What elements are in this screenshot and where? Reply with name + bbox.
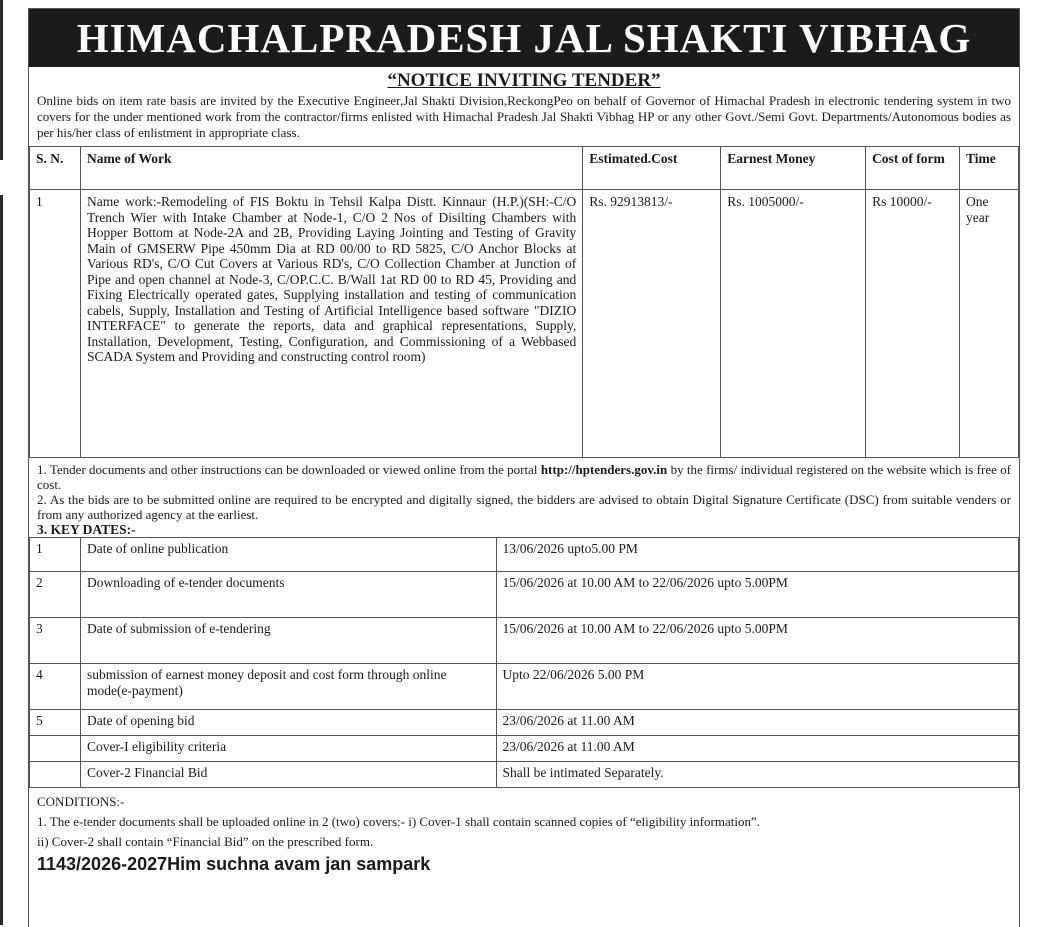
date-sn: 4	[30, 664, 81, 710]
work-description: Name work:-Remodeling of FIS Boktu in Tehsil Kalpa Distt. Kinnaur (H.P.)(SH:-C/O Trench Wier with Intake Chamber at Node-1, C/O 2 Nos of Disilting Chambers with Hopper Bottom at Node-2A and 2B, Providing Laying Jointing and Testing of Gravity Main of GMSERW Pipe 450mm Dia at RD 00/00 to RD 5825, C/O Anchor Blocks at Various RD's, C/O Cut Covers at Various RD's, C/O Collection Chamber at Junction of Pipe and open channel at Node-3, C/OP.C.C. B/Wall 1at RD 00 to RD 45, Providing and Fixing Electrically operated gates, Supplying installation and testing of communication cabels, Supply, Installation and Testing of Artificial Intelligence based software "DIZIO INTERFACE" to generate the reports, data and graphical representations, Supply, Installation, Development, Testing, Configuration, and Commissioning of a Webbased SCADA System and Providing and constructing control room)	[80, 190, 582, 458]
date-event: Downloading of e-tender documents	[80, 572, 496, 618]
date-value: 23/06/2026 at 11.00 AM	[496, 710, 1018, 736]
header-earnest-money: Earnest Money	[721, 147, 866, 190]
table-row	[30, 618, 1019, 664]
date-value: Upto 22/06/2026 5.00 PM	[496, 664, 1018, 710]
header-name-of-work: Name of Work	[80, 147, 582, 190]
date-sn: 3	[30, 618, 81, 664]
department-title: HIMACHALPRADESH JAL SHAKTI VIBHAG	[76, 15, 972, 61]
header-sn: S. N.	[30, 147, 81, 190]
department-banner	[29, 9, 1019, 67]
table-row	[30, 736, 1019, 762]
table-row	[30, 664, 1019, 710]
works-table-header	[30, 147, 1019, 190]
date-sn	[30, 762, 81, 788]
work-sn: 1	[30, 190, 81, 458]
date-event: Date of submission of e-tendering	[80, 618, 496, 664]
condition-2: ii) Cover-2 shall contain “Financial Bid” on the prescribed form.	[37, 834, 374, 849]
conditions	[29, 788, 1019, 852]
header-estimated-cost: Estimated.Cost	[583, 147, 721, 190]
date-event: Date of opening bid	[80, 710, 496, 736]
work-cost-of-form: Rs 10000/-	[866, 190, 960, 458]
work-earnest-money: Rs. 1005000/-	[721, 190, 866, 458]
date-value: Shall be intimated Separately.	[496, 762, 1018, 788]
table-row	[30, 190, 1019, 458]
key-dates-heading: 3. KEY DATES:-	[37, 522, 136, 537]
work-time: One year	[959, 190, 1018, 458]
date-event: submission of earnest money deposit and cost form through online mode(e-payment)	[80, 664, 496, 710]
instruction-1-text: 1. Tender documents and other instructions can be downloaded or viewed online from the portal	[37, 462, 541, 477]
date-value: 15/06/2026 at 10.00 AM to 22/06/2026 upto 5.00PM	[496, 572, 1018, 618]
works-table	[29, 146, 1019, 458]
conditions-heading: CONDITIONS:-	[37, 794, 125, 809]
date-sn	[30, 736, 81, 762]
portal-link[interactable]: http://hptenders.gov.in	[540, 462, 668, 477]
tender-notice	[28, 8, 1020, 927]
page-edge-mark	[0, 195, 3, 925]
release-reference: 1143/2026-2027Him suchna avam jan sampark	[37, 854, 431, 874]
date-value: 15/06/2026 at 10.00 AM to 22/06/2026 upto 5.00PM	[496, 618, 1018, 664]
date-sn: 2	[30, 572, 81, 618]
table-row	[30, 572, 1019, 618]
table-row	[30, 762, 1019, 788]
date-value: 13/06/2026 upto5.00 PM	[496, 538, 1018, 572]
header-cost-of-form: Cost of form	[866, 147, 960, 190]
date-event: Cover-I eligibility criteria	[80, 736, 496, 762]
intro-paragraph: Online bids on item rate basis are invited by the Executive Engineer,Jal Shakti Division,ReckongPeo on behalf of Governor of Himachal Pradesh in electronic tendering system in two covers for the under mentioned work from the contractor/firms enlisted with Himachal Pradesh Jal Shakti Vibhag HP or any other Govt./Semi Govt. Departments/Autonomous bodies as per his/her class of enlistment in appropriate class.	[37, 93, 1011, 140]
condition-1: 1. The e-tender documents shall be uploaded online in 2 (two) covers:- i) Cover-1 shall contain scanned copies of “eligibility information”.	[37, 814, 760, 829]
date-value: 23/06/2026 at 11.00 AM	[496, 736, 1018, 762]
instructions	[29, 458, 1019, 522]
instruction-1-suffix: by the firms/ individual registered on the website which is free of cost.	[37, 462, 1012, 492]
instruction-1	[37, 462, 1011, 492]
date-event: Cover-2 Financial Bid	[80, 762, 496, 788]
page-edge-mark	[0, 0, 3, 160]
key-dates-table	[29, 537, 1019, 788]
notice-subtitle: “NOTICE INVITING TENDER”	[387, 70, 661, 91]
instruction-2: 2. As the bids are to be submitted online are required to be encrypted and digitally signed, the bidders are advised to obtain Digital Signature Certificate (DSC) from suitable venders or from any authorized agency at the earliest.	[37, 492, 1011, 522]
header-time: Time	[959, 147, 1018, 190]
date-sn: 5	[30, 710, 81, 736]
table-row	[30, 710, 1019, 736]
date-event: Date of online publication	[80, 538, 496, 572]
date-sn: 1	[30, 538, 81, 572]
table-row	[30, 538, 1019, 572]
work-estimated-cost: Rs. 92913813/-	[583, 190, 721, 458]
